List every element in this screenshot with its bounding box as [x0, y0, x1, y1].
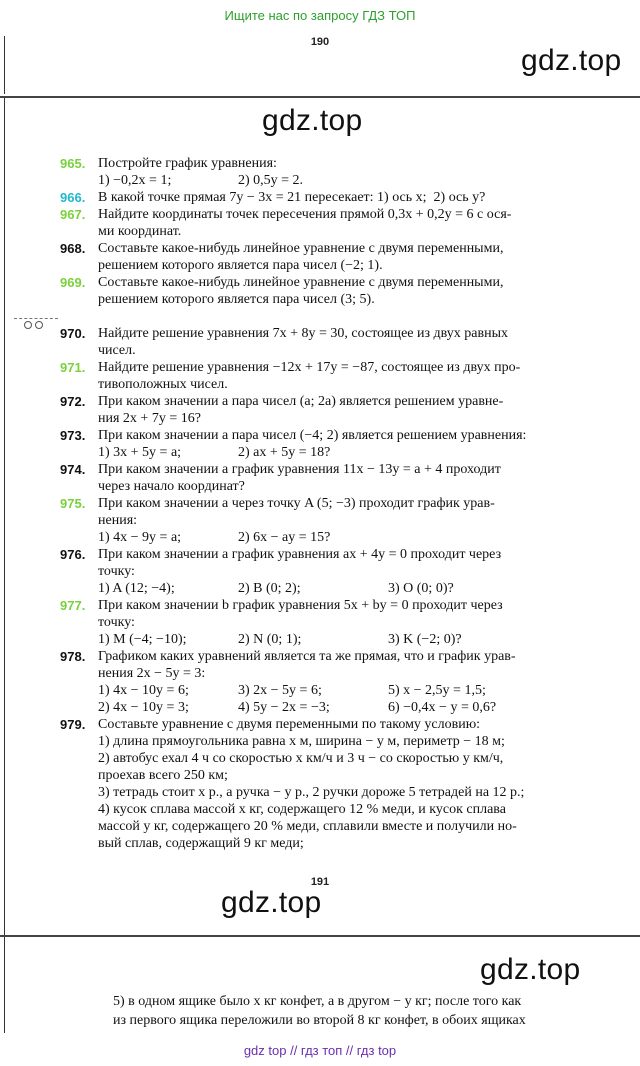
page-divider-bottom: [0, 935, 640, 937]
watermark-top-right: gdz.top: [521, 44, 622, 77]
answer-options-row: [98, 682, 580, 699]
problem-968: [60, 240, 580, 274]
search-banner[interactable]: Ищите нас по запросу ГДЗ ТОП: [224, 8, 416, 23]
problem-973: [60, 427, 580, 461]
problem-number: 973.: [60, 428, 86, 443]
problem-text-line: Составьте какое-нибудь линейное уравнение с двумя переменными,: [98, 241, 504, 256]
page-number: 191: [310, 876, 330, 888]
problem-text-line: проехав всего 250 км;: [98, 768, 228, 783]
problem-text-line: Постройте график уравнения:: [98, 156, 277, 171]
problem-text-line: ния 2x + 7y = 16?: [98, 411, 201, 426]
problem-text-line: нения 2x − 5y = 3:: [98, 666, 206, 681]
problem-number: 969.: [60, 275, 86, 290]
problem-text-line: решением которого является пара чисел (3; 5).: [98, 292, 375, 307]
problem-text-line: При каком значении a график уравнения 11x − 13y = a + 4 проходит: [98, 462, 501, 477]
problem-text-line: 3) тетрадь стоит x р., а ручка − y р., 2 ручки дороже 5 тетрадей на 12 р.;: [98, 785, 525, 800]
problem-number: 976.: [60, 547, 86, 562]
problem-text-line: Составьте уравнение с двумя переменными по такому условию:: [98, 717, 481, 732]
problem-number: 977.: [60, 598, 86, 613]
text-line: 5) в одном ящике было x кг конфет, а в другом − y кг; после того как: [113, 994, 522, 1009]
problem-text-line: Графиком каких уравнений является та же прямая, что и график урав-: [98, 649, 516, 664]
watermark-center: gdz.top: [262, 104, 363, 137]
answer-options-row: [98, 444, 580, 461]
page-edge-line: [4, 98, 5, 936]
answer-option: 2) B (0; 2);: [238, 581, 301, 596]
next-page-text: [113, 992, 593, 1030]
answer-option: 2) 0,5y = 2.: [238, 173, 304, 188]
problem-976: [60, 546, 580, 597]
problem-text-line: 1) длина прямоугольника равна x м, ширина − y м, периметр − 18 м;: [98, 734, 505, 749]
answer-options-row: [98, 580, 580, 597]
problem-number: 971.: [60, 360, 86, 375]
problem-text-line: 4) кусок сплава массой x кг, содержащего 12 % меди, и кусок сплава: [98, 802, 506, 817]
problem-text-line: тивоположных чисел.: [98, 377, 228, 392]
problem-975: [60, 495, 580, 546]
problem-number: 978.: [60, 649, 86, 664]
problem-972: [60, 393, 580, 427]
problem-text-line: через начало координат?: [98, 479, 245, 494]
problem-text-line: точку:: [98, 564, 135, 579]
problem-text-line: При каком значении a график уравнения ax + 4y = 0 проходит через: [98, 547, 502, 562]
problem-969: [60, 274, 580, 308]
problem-text-line: При каком значении b график уравнения 5x + by = 0 проходит через: [98, 598, 503, 613]
answer-option: 1) 4x − 9y = a;: [98, 530, 182, 545]
problem-number: 975.: [60, 496, 86, 511]
answer-option: 1) 4x − 10y = 6;: [98, 683, 189, 698]
problem-text-line: Найдите координаты точек пересечения прямой 0,3x + 0,2y = 6 с ося-: [98, 207, 512, 222]
problem-text-line: решением которого является пара чисел (−2; 1).: [98, 258, 383, 273]
problem-number: 967.: [60, 207, 86, 222]
problem-974: [60, 461, 580, 495]
problem-text-line: нения:: [98, 513, 138, 528]
problem-967: [60, 206, 580, 240]
answer-option: 2) 4x − 10y = 3;: [98, 700, 189, 715]
answer-options-row: [98, 631, 580, 648]
answer-option: 4) 5y − 2x = −3;: [238, 700, 330, 715]
problem-970: [60, 325, 580, 359]
problem-text-line: 2) автобус ехал 4 ч со скоростью x км/ч и 3 ч − со скоростью y км/ч,: [98, 751, 504, 766]
problem-text-line: Найдите решение уравнения −12x + 17y = −87, состоящее из двух про-: [98, 360, 521, 375]
decorative-divider: [14, 315, 58, 329]
answer-options-row: [98, 699, 580, 716]
page-edge-line: [4, 937, 5, 1033]
watermark-next-page: gdz.top: [480, 953, 581, 986]
problem-971: [60, 359, 580, 393]
problem-number: 968.: [60, 241, 86, 256]
answer-option: 2) N (0; 1);: [238, 632, 302, 647]
footer-links[interactable]: gdz top // гдз топ // гдз top: [243, 1043, 397, 1058]
page-divider-top: [0, 96, 640, 98]
previous-page-number: 190: [310, 36, 330, 48]
problem-number: 974.: [60, 462, 86, 477]
problem-977: [60, 597, 580, 648]
problem-text-line: массой y кг, содержащего 20 % меди, сплавили вместе и получили но-: [98, 819, 517, 834]
problem-text-line: Найдите решение уравнения 7x + 8y = 30, состоящее из двух равных: [98, 326, 509, 341]
answer-option: 1) −0,2x = 1;: [98, 173, 172, 188]
problem-text-line: В какой точке прямая 7y − 3x = 21 пересекает: 1) ось x; 2) ось y?: [98, 190, 486, 205]
answer-option: 3) O (0; 0)?: [388, 581, 454, 596]
answer-option: 2) 6x − ay = 15?: [238, 530, 331, 545]
problem-text-line: вый сплав, содержащий 9 кг меди;: [98, 836, 304, 851]
problem-text-line: При каком значении a пара чисел (−4; 2) является решением уравнения:: [98, 428, 527, 443]
answer-option: 6) −0,4x − y = 0,6?: [388, 700, 497, 715]
problem-number: 979.: [60, 717, 86, 732]
problem-text-line: Составьте какое-нибудь линейное уравнение с двумя переменными,: [98, 275, 504, 290]
problem-text-line: чисел.: [98, 343, 136, 358]
problem-966: [60, 189, 580, 206]
answer-options-row: [98, 172, 580, 189]
problem-text-line: При каком значении a пара чисел (a; 2a) является решением уравне-: [98, 394, 504, 409]
problem-number: 970.: [60, 326, 86, 341]
watermark-bottom: gdz.top: [221, 886, 322, 919]
problem-number: 965.: [60, 156, 86, 171]
answer-option: 5) x − 2,5y = 1,5;: [388, 683, 486, 698]
answer-option: 2) ax + 5y = 18?: [238, 445, 331, 460]
problem-number: 966.: [60, 190, 86, 205]
text-line: из первого ящика переложили во второй 8 кг конфет, в обоих ящиках: [113, 1013, 526, 1028]
answer-option: 1) M (−4; −10);: [98, 632, 187, 647]
problem-number: 972.: [60, 394, 86, 409]
problem-text-line: точку:: [98, 615, 135, 630]
problem-965: [60, 155, 580, 189]
answer-options-row: [98, 529, 580, 546]
answer-option: 1) 3x + 5y = a;: [98, 445, 182, 460]
problem-text-line: При каком значении a через точку A (5; −3) проходит график урав-: [98, 496, 495, 511]
problem-979: [60, 716, 580, 852]
answer-option: 1) A (12; −4);: [98, 581, 175, 596]
problem-text-line: ми координат.: [98, 224, 182, 239]
problem-978: [60, 648, 580, 716]
answer-option: 3) K (−2; 0)?: [388, 632, 462, 647]
answer-option: 3) 2x − 5y = 6;: [238, 683, 322, 698]
